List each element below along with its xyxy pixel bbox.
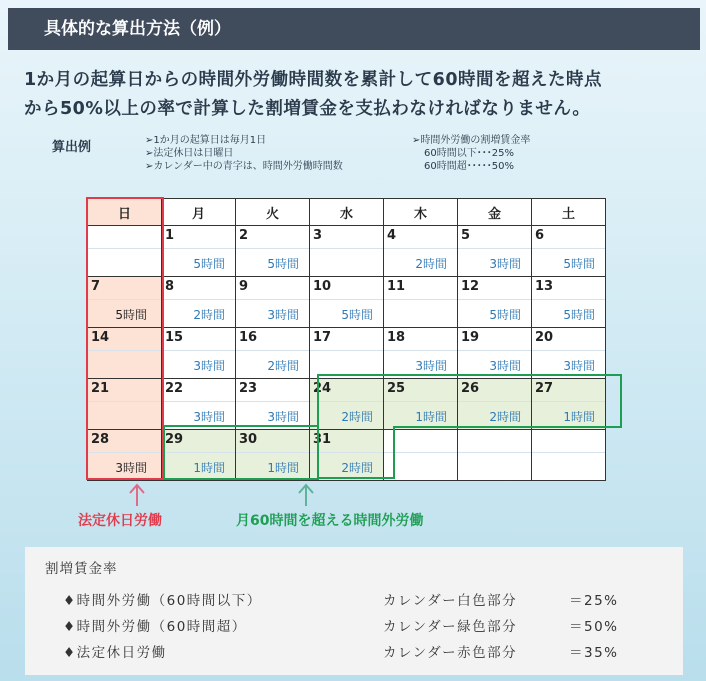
calendar-day-cell: [88, 226, 162, 277]
calendar-day-cell: [532, 277, 606, 328]
rate-value: ＝25%: [569, 593, 619, 609]
overtime-hours: 5時間: [563, 257, 595, 271]
calendar-day-cell: [162, 277, 236, 328]
overtime-hours: 3時間: [489, 257, 521, 271]
cell-divider: [88, 401, 161, 402]
example-notes-left: [145, 134, 343, 173]
day-number: 6: [535, 228, 545, 243]
calendar-day-cell: [458, 430, 532, 481]
rate-row: [63, 615, 619, 635]
rate-part: カレンダー赤色部分: [383, 645, 518, 661]
calendar-day-cell: [310, 328, 384, 379]
day-number: 17: [313, 330, 332, 345]
calendar-day-cell: [88, 328, 162, 379]
cell-divider: [384, 452, 457, 453]
cell-divider: [458, 248, 531, 249]
overtime-hours: 3時間: [267, 308, 299, 322]
calendar-week-row: [88, 430, 606, 481]
overtime-hours: 3時間: [115, 461, 147, 475]
overtime-hours: 5時間: [341, 308, 373, 322]
note-left-1: ➢1か月の起算日は毎月1日: [145, 135, 267, 146]
note-right-3: 60時間超･････50%: [424, 161, 514, 172]
day-number: 7: [91, 279, 101, 294]
cell-divider: [458, 350, 531, 351]
day-number: 20: [535, 330, 554, 345]
cell-divider: [162, 401, 235, 402]
cell-divider: [458, 401, 531, 402]
note-right-2: 60時間以下･･･25%: [424, 148, 514, 159]
calendar-day-cell: [88, 430, 162, 481]
calendar-day-cell: [458, 379, 532, 430]
calendar-week-row: [88, 379, 606, 430]
cell-divider: [310, 401, 383, 402]
weekday-header: 木: [384, 199, 458, 226]
day-number: 8: [165, 279, 175, 294]
cell-divider: [458, 452, 531, 453]
note-left-3: ➢カレンダー中の青字は、時間外労働時間数: [145, 161, 343, 172]
cell-divider: [236, 248, 309, 249]
cell-divider: [162, 299, 235, 300]
cell-divider: [384, 299, 457, 300]
over60-arrow-icon: [297, 483, 315, 507]
calendar-day-cell: [236, 379, 310, 430]
day-number: 29: [165, 432, 184, 447]
calendar-day-cell: [162, 379, 236, 430]
overtime-hours: 3時間: [489, 359, 521, 373]
day-number: 3: [313, 228, 323, 243]
calendar-week-row: [88, 328, 606, 379]
overtime-hours: 3時間: [193, 410, 225, 424]
calendar-day-cell: [458, 328, 532, 379]
calendar-day-cell: [458, 277, 532, 328]
calendar-day-cell: [162, 430, 236, 481]
calendar-day-cell: [384, 328, 458, 379]
overtime-hours: 3時間: [267, 410, 299, 424]
cell-divider: [384, 401, 457, 402]
section-header: [8, 8, 700, 50]
calendar-day-cell: [384, 226, 458, 277]
calendar-day-cell: [236, 430, 310, 481]
overtime-hours: 5時間: [267, 257, 299, 271]
day-number: 24: [313, 381, 332, 396]
overtime-hours: 1時間: [267, 461, 299, 475]
day-number: 4: [387, 228, 397, 243]
calendar-day-cell: [532, 379, 606, 430]
calendar-day-cell: [384, 430, 458, 481]
rate-value: ＝35%: [569, 645, 619, 661]
day-number: 25: [387, 381, 406, 396]
overtime-hours: 5時間: [489, 308, 521, 322]
calendar-day-cell: [88, 277, 162, 328]
rate-part: カレンダー白色部分: [383, 593, 518, 609]
weekday-header: 土: [532, 199, 606, 226]
day-number: 16: [239, 330, 258, 345]
cell-divider: [458, 299, 531, 300]
cell-divider: [162, 248, 235, 249]
calendar: [87, 198, 606, 481]
cell-divider: [236, 452, 309, 453]
overtime-hours: 3時間: [193, 359, 225, 373]
cell-divider: [236, 350, 309, 351]
cell-divider: [532, 401, 605, 402]
cell-divider: [162, 452, 235, 453]
overtime-hours: 1時間: [193, 461, 225, 475]
cell-divider: [88, 248, 161, 249]
weekday-header: 月: [162, 199, 236, 226]
note-left-2: ➢法定休日は日曜日: [145, 148, 234, 159]
cell-divider: [88, 350, 161, 351]
calendar-day-cell: [162, 226, 236, 277]
cell-divider: [532, 299, 605, 300]
calendar-day-cell: [532, 226, 606, 277]
cell-divider: [384, 248, 457, 249]
calendar-day-cell: [310, 277, 384, 328]
day-number: 18: [387, 330, 406, 345]
rate-label: ♦法定休日労働: [63, 645, 167, 661]
day-number: 28: [91, 432, 110, 447]
day-number: 23: [239, 381, 258, 396]
holiday-label: 法定休日労働: [78, 513, 162, 529]
note-right-1: ➢時間外労働の割増賃金率: [412, 135, 531, 146]
overtime-hours: 2時間: [489, 410, 521, 424]
calendar-day-cell: [88, 379, 162, 430]
cell-divider: [236, 401, 309, 402]
cell-divider: [532, 350, 605, 351]
cell-divider: [532, 452, 605, 453]
rate-row: [63, 589, 619, 609]
cell-divider: [88, 299, 161, 300]
day-number: 9: [239, 279, 249, 294]
cell-divider: [310, 350, 383, 351]
calendar-day-cell: [310, 379, 384, 430]
rates-panel: [25, 547, 683, 675]
calendar-day-cell: [236, 277, 310, 328]
calendar-day-cell: [236, 226, 310, 277]
calendar-day-cell: [532, 328, 606, 379]
calendar-day-cell: [384, 277, 458, 328]
overtime-hours: 2時間: [193, 308, 225, 322]
day-number: 11: [387, 279, 406, 294]
rate-value: ＝50%: [569, 619, 619, 635]
day-number: 21: [91, 381, 110, 396]
overtime-hours: 2時間: [341, 410, 373, 424]
day-number: 26: [461, 381, 480, 396]
lead-line-1: 1か月の起算日からの時間外労働時間数を累計して60時間を超えた時点: [24, 70, 603, 90]
day-number: 5: [461, 228, 471, 243]
calendar-day-cell: [162, 328, 236, 379]
overtime-hours: 5時間: [115, 308, 147, 322]
day-number: 2: [239, 228, 249, 243]
cell-divider: [532, 248, 605, 249]
calendar-day-cell: [384, 379, 458, 430]
day-number: 27: [535, 381, 554, 396]
cell-divider: [88, 452, 161, 453]
overtime-hours: 3時間: [415, 359, 447, 373]
calendar-day-cell: [532, 430, 606, 481]
rates-title: 割増賃金率: [45, 561, 118, 577]
calendar-day-cell: [236, 328, 310, 379]
lead-text: [24, 66, 694, 124]
calendar-day-cell: [458, 226, 532, 277]
calendar-day-cell: [310, 430, 384, 481]
rate-part: カレンダー緑色部分: [383, 619, 518, 635]
rate-label: ♦時間外労働（60時間以下）: [63, 593, 262, 609]
example-title: 算出例: [52, 140, 92, 155]
cell-divider: [236, 299, 309, 300]
calendar-week-row: [88, 277, 606, 328]
day-number: 13: [535, 279, 554, 294]
holiday-arrow-icon: [128, 483, 146, 507]
day-number: 22: [165, 381, 184, 396]
cell-divider: [384, 350, 457, 351]
overtime-hours: 5時間: [193, 257, 225, 271]
rate-row: [63, 641, 619, 661]
day-number: 15: [165, 330, 184, 345]
day-number: 19: [461, 330, 480, 345]
calendar-weekday-row: [88, 199, 606, 226]
cell-divider: [162, 350, 235, 351]
day-number: 10: [313, 279, 332, 294]
cell-divider: [310, 299, 383, 300]
day-number: 14: [91, 330, 110, 345]
weekday-header: 金: [458, 199, 532, 226]
weekday-header: 水: [310, 199, 384, 226]
overtime-hours: 5時間: [563, 308, 595, 322]
weekday-header: 日: [88, 199, 162, 226]
example-notes-right: [412, 134, 530, 173]
rate-label: ♦時間外労働（60時間超）: [63, 619, 247, 635]
section-title: 具体的な算出方法（例）: [44, 19, 231, 39]
day-number: 30: [239, 432, 258, 447]
day-number: 31: [313, 432, 332, 447]
calendar-week-row: [88, 226, 606, 277]
day-number: 1: [165, 228, 175, 243]
overtime-hours: 1時間: [563, 410, 595, 424]
cell-divider: [310, 248, 383, 249]
overtime-hours: 2時間: [415, 257, 447, 271]
day-number: 12: [461, 279, 480, 294]
overtime-hours: 3時間: [563, 359, 595, 373]
lead-line-2: から50%以上の率で計算した割増賃金を支払わなければなりません。: [24, 99, 591, 119]
calendar-day-cell: [310, 226, 384, 277]
overtime-hours: 2時間: [267, 359, 299, 373]
over60-label: 月60時間を超える時間外労働: [236, 513, 424, 529]
cell-divider: [310, 452, 383, 453]
overtime-hours: 2時間: [341, 461, 373, 475]
weekday-header: 火: [236, 199, 310, 226]
overtime-hours: 1時間: [415, 410, 447, 424]
